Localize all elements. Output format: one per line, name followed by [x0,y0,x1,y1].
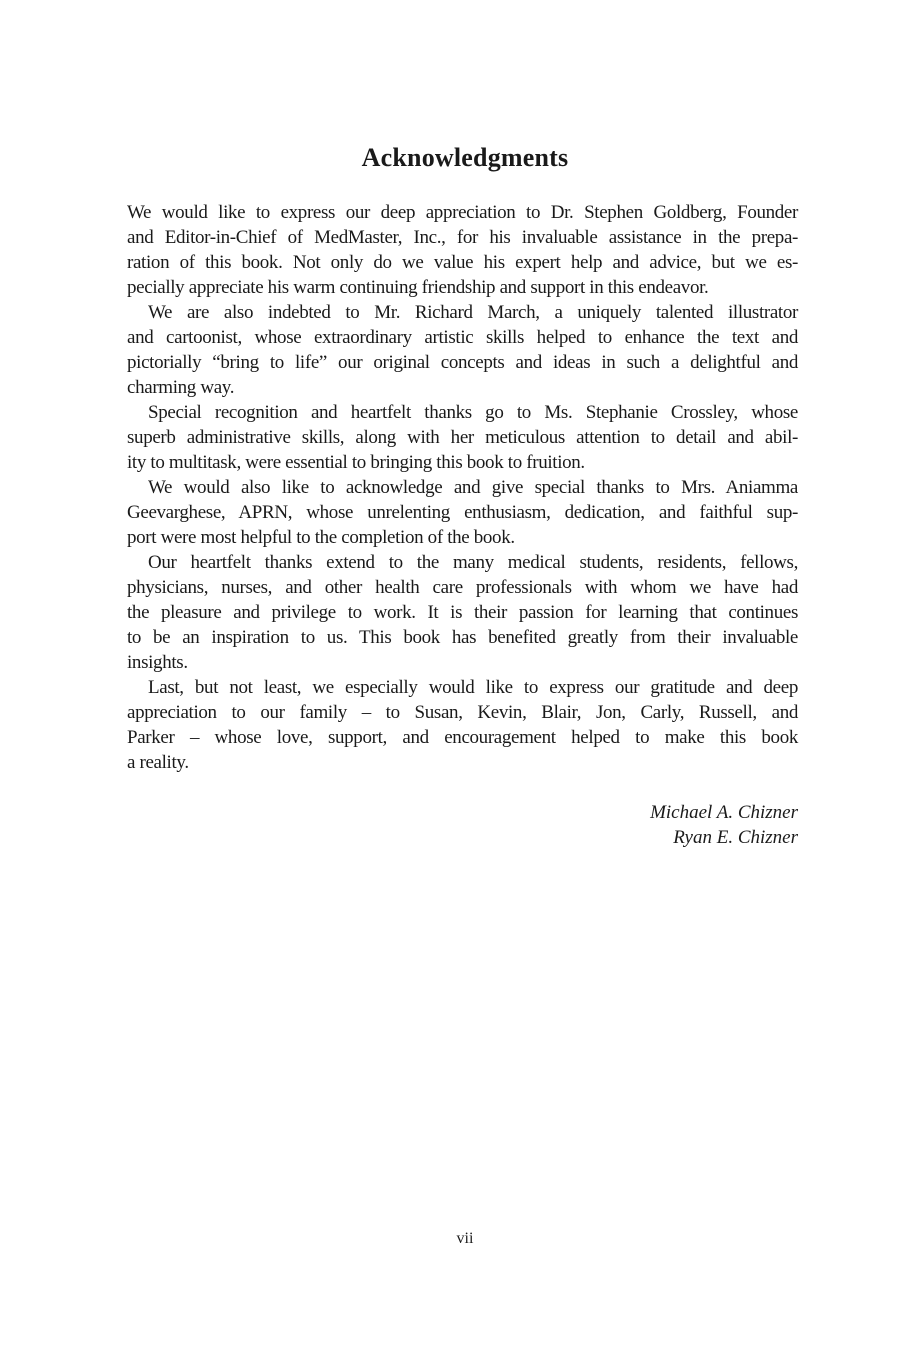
signature-author-2: Ryan E. Chizner [673,827,798,848]
acknowledgments-body [127,200,798,775]
text-line: charming way. [127,377,235,398]
paragraph-aniamma-geevarghese [127,475,798,550]
text-line: Parker – whose love, support, and encouragement helped to make this book [127,727,798,748]
text-line: superb administrative skills, along with her meticulous attention to detail and abil- [127,427,798,448]
text-line: port were most helpful to the completion of the book. [127,527,515,548]
text-line: and cartoonist, whose extraordinary artistic skills helped to enhance the text and [127,327,798,348]
paragraph-richard-march [127,300,798,400]
text-line: ration of this book. Not only do we value his expert help and advice, but we es- [127,252,798,273]
text-line: We are also indebted to Mr. Richard March, a uniquely talented illustrator [148,302,798,323]
page-number: vii [456,1230,474,1247]
signature-author-1: Michael A. Chizner [650,802,798,823]
text-line: Geevarghese, APRN, whose unrelenting enthusiasm, dedication, and faithful sup- [127,502,798,523]
text-line: appreciation to our family – to Susan, Kevin, Blair, Jon, Carly, Russell, and [127,702,798,723]
paragraph-medical-professionals [127,550,798,675]
text-line: a reality. [127,752,189,773]
text-line: Special recognition and heartfelt thanks go to Ms. Stephanie Crossley, whose [148,402,798,423]
text-line: Last, but not least, we especially would like to express our gratitude and deep [148,677,798,698]
text-line: insights. [127,652,188,673]
text-line: We would like to express our deep appreciation to Dr. Stephen Goldberg, Founder [127,202,798,223]
signature-block [650,800,798,850]
text-line: and Editor-in-Chief of MedMaster, Inc., for his invaluable assistance in the prepa- [127,227,798,248]
text-line: to be an inspiration to us. This book has benefited greatly from their invaluable [127,627,798,648]
paragraph-stephanie-crossley [127,400,798,475]
paragraph-family [127,675,798,775]
text-line: Our heartfelt thanks extend to the many medical students, residents, fellows, [148,552,798,573]
page-title: Acknowledgments [361,143,569,172]
text-line: We would also like to acknowledge and give special thanks to Mrs. Aniamma [148,477,798,498]
text-line: physicians, nurses, and other health care professionals with whom we have had [127,577,798,598]
text-line: pictorially “bring to life” our original concepts and ideas in such a delightful and [127,352,798,373]
text-line: the pleasure and privilege to work. It is their passion for learning that continues [127,602,798,623]
paragraph-appreciation-goldberg [127,200,798,300]
text-line: ity to multitask, were essential to bringing this book to fruition. [127,452,585,473]
text-line: pecially appreciate his warm continuing friendship and support in this endeavor. [127,277,709,298]
